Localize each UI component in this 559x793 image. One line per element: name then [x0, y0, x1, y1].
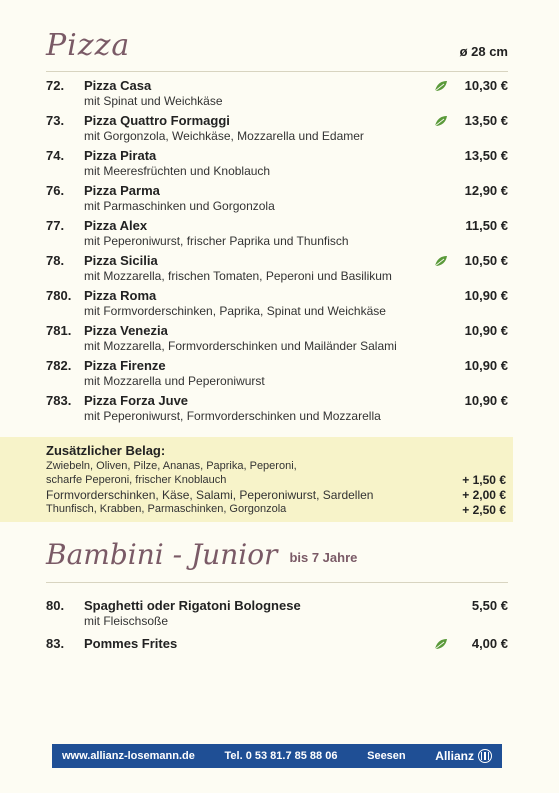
item-name: Pizza Forza Juve	[84, 393, 189, 408]
item-number: 780.	[46, 288, 72, 303]
vegetarian-leaf-icon	[434, 80, 448, 92]
menu-item	[46, 286, 508, 321]
item-name: Pizza Pirata	[84, 148, 157, 163]
item-description: mit Mozzarella und Peperoniwurst	[84, 374, 265, 388]
extras-price-1: + 1,50 €	[462, 473, 506, 487]
menu-item	[46, 391, 508, 426]
item-description: mit Peperoniwurst, frischer Paprika und Thunfisch	[84, 234, 349, 248]
item-description: mit Fleischsoße	[84, 614, 169, 628]
item-price: 13,50 €	[464, 113, 508, 128]
item-name: Pizza Casa	[84, 78, 152, 93]
bambini-age-note: bis 7 Jahre	[289, 550, 358, 565]
bambini-divider	[46, 582, 508, 583]
item-price: 10,90 €	[464, 393, 508, 408]
footer-website[interactable]: www.allianz-losemann.de	[62, 750, 195, 762]
menu-item	[46, 596, 508, 634]
menu-item	[46, 181, 508, 216]
menu-item	[46, 356, 508, 391]
bambini-title: Bambini - Junior	[46, 538, 278, 571]
menu-item	[46, 216, 508, 251]
extras-line-1: Zwiebeln, Oliven, Pilze, Ananas, Paprika, Peperoni,	[46, 460, 297, 472]
item-description: mit Peperoniwurst, Formvorderschinken und Mozzarella	[84, 409, 381, 423]
item-price: 4,00 €	[471, 636, 508, 651]
item-description: mit Formvorderschinken, Paprika, Spinat und Weichkäse	[84, 304, 386, 318]
item-number: 72.	[46, 78, 65, 93]
pizza-section-header	[46, 28, 508, 63]
bambini-menu-list	[46, 596, 508, 672]
item-number: 782.	[46, 358, 72, 373]
sponsor-footer	[52, 744, 502, 768]
pizza-title: Pizza	[46, 28, 131, 63]
menu-item	[46, 146, 508, 181]
item-price: 12,90 €	[464, 183, 508, 198]
item-name: Pizza Sicilia	[84, 253, 158, 268]
extras-line-3: Formvorderschinken, Käse, Salami, Peperoniwurst, Sardellen	[46, 488, 374, 502]
extras-line-2: scharfe Peperoni, frischer Knoblauch	[46, 474, 227, 486]
footer-city: Seesen	[367, 750, 406, 762]
item-name: Spaghetti oder Rigatoni Bolognese	[84, 598, 301, 613]
item-number: 781.	[46, 323, 72, 338]
extras-line-4: Thunfisch, Krabben, Parmaschinken, Gorgonzola	[46, 503, 287, 515]
menu-item	[46, 321, 508, 356]
item-number: 73.	[46, 113, 65, 128]
extra-toppings-box	[0, 437, 513, 522]
menu-item	[46, 111, 508, 146]
item-number: 76.	[46, 183, 65, 198]
item-name: Pizza Alex	[84, 218, 148, 233]
item-name: Pizza Roma	[84, 288, 157, 303]
item-price: 5,50 €	[471, 598, 508, 613]
footer-phone: Tel. 0 53 81.7 85 88 06	[224, 750, 338, 762]
item-price: 10,90 €	[464, 288, 508, 303]
item-number: 74.	[46, 148, 65, 163]
vegetarian-leaf-icon	[434, 255, 448, 267]
item-description: mit Parmaschinken und Gorgonzola	[84, 199, 275, 213]
item-price: 11,50 €	[465, 218, 508, 233]
extras-heading: Zusätzlicher Belag:	[46, 443, 166, 458]
allianz-logo-icon	[478, 749, 492, 763]
pizza-size-note: ø 28 cm	[459, 44, 508, 59]
item-number: 83.	[46, 636, 65, 651]
item-description: mit Mozzarella, frischen Tomaten, Peperoni und Basilikum	[84, 269, 392, 283]
extras-price-3: + 2,50 €	[462, 503, 506, 517]
item-description: mit Meeresfrüchten und Knoblauch	[84, 164, 271, 178]
item-number: 78.	[46, 253, 65, 268]
item-description: mit Spinat und Weichkäse	[84, 94, 223, 108]
bambini-section-header	[46, 538, 357, 571]
item-price: 13,50 €	[464, 148, 508, 163]
item-number: 80.	[46, 598, 65, 613]
item-name: Pizza Quattro Formaggi	[84, 113, 230, 128]
vegetarian-leaf-icon	[434, 115, 448, 127]
item-name: Pommes Frites	[84, 636, 178, 651]
item-number: 783.	[46, 393, 72, 408]
pizza-divider	[46, 71, 508, 72]
menu-item	[46, 634, 508, 672]
item-price: 10,30 €	[464, 78, 508, 93]
item-price: 10,90 €	[464, 323, 508, 338]
pizza-menu-list	[46, 76, 508, 426]
item-name: Pizza Venezia	[84, 323, 168, 338]
item-name: Pizza Firenze	[84, 358, 166, 373]
extras-price-2: + 2,00 €	[462, 488, 506, 502]
menu-item	[46, 251, 508, 286]
item-description: mit Mozzarella, Formvorderschinken und Mailänder Salami	[84, 339, 397, 353]
footer-brand-name: Allianz	[435, 749, 474, 763]
item-price: 10,90 €	[464, 358, 508, 373]
item-description: mit Gorgonzola, Weichkäse, Mozzarella und Edamer	[84, 129, 364, 143]
item-price: 10,50 €	[464, 253, 508, 268]
item-name: Pizza Parma	[84, 183, 160, 198]
menu-item	[46, 76, 508, 111]
item-number: 77.	[46, 218, 65, 233]
vegetarian-leaf-icon	[434, 638, 448, 650]
footer-brand	[435, 749, 492, 763]
